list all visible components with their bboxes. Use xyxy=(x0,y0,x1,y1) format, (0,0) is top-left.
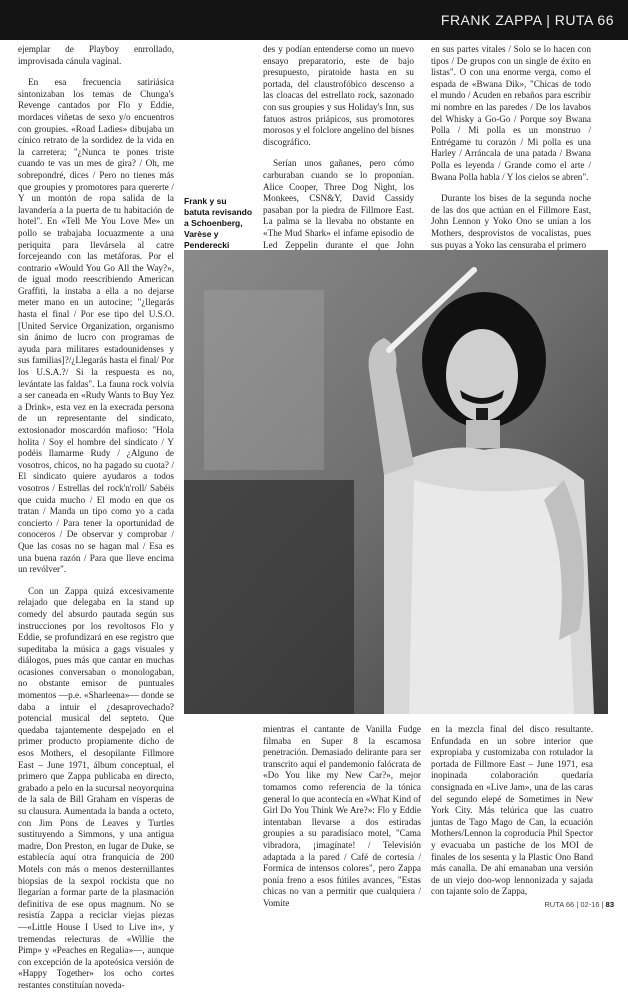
photo-caption: Frank y su batuta revisando a Schoenberg, Varèse y Penderecki xyxy=(184,196,253,250)
paragraph: En esa frecuencia satiriásica sintonizaban los temas de Chunga's Revenge cantados por Flo y Eddie, mordaces viñetas de sexo y/o encuentros con groupies. «Road Ladies» dibujaba un cínico retrato de la sordidez de la vida en la carretera; "¿Nunca te pones triste cuando te vas un mes de gira? / Oh, me sobrepondré, dices / Pero no tienes más que groupies y promotores para quererte / Y un montón de ropa salida de la lavandería a la puerta de tu habitación de hotel". En «Tell Me You Love Me» un pollo se trabajaba locuazmente a una periquita para llevársela al catre forcejeando con las metáforas. Por el contrario «Would You Go All the Way?», de igual modo reescribiendo American Graffiti, la instaba a ella a no dejarse meter mano en un autocine; "¿llegarás hasta el final / Por ese tipo del U.S.O. [United Service Organization, organismo sin ánimo de lucro con programas de ayuda para militares estadounidenses y sus familias]?/¿Llegarás hasta el final/ Por los U.S.A.?/ Si la respuesta es no, levántate las faldas". La fauna rock volvía a ser caneada en «Rudy Wants to Buy Yez a Drink», esta vez en la execrada persona de un representante del sindicato, extosionador moscardón mafioso: "Hola holita / Soy el hombre del sindicato / Y podéis llamarme Rudy / ¿Alguno de vosotros, chicos, no ha pagado su cuota? / El sindicato quiere ayudaros a todos vosotros / Estrellas del rock'n'roll/ Sabéis que cuida mucho / El modo en que os tratan / Manda un tipo como yo a cada concierto / Para tener la oportunidad de conoceros / De observar y comprobar / Que las cosas no se hagan mal / Esa es una buena razón / Para que lleve encima un revólver". xyxy=(18,77,174,575)
running-head: FRANK ZAPPA | RUTA 66 xyxy=(440,12,614,28)
page-number: 83 xyxy=(605,900,614,909)
text-column-2 xyxy=(263,44,414,268)
paragraph: des y podían entenderse como un nuevo ensayo preparatorio, este de bajo presupuesto, piratoide hasta en su portada, del claustrofóbico descenso a las cloacas del estrellato rock, sazonado con sus groupies y sus Holiday's Inn, sus fatuos astros priápicos, sus promotores morosos y el folclore angelino del bisnes discográfico. xyxy=(263,44,414,147)
paragraph: en sus partes vitales / Solo se lo hacen con tipos / De grupos con un single de éxito en listas". O con una enorme verga, como el espada de «Bwana Dik», "Chicas de todo el mundo / Acuden en rebaños para escribir mi nombre en las paredes / De los lavabos del Whisky a Go-Go / Porque soy Bwana Polla / Mi polla es un monstruo / Entrégame tu corazón / Mi polla es una Harley / Arráncala de una patada / Bwana Polla es leyenda / Grande como el arte / Bwana Polla habla / Y los cielos se abren". xyxy=(431,44,591,182)
text-column-4 xyxy=(263,724,421,908)
paragraph: mientras el cantante de Vanilla Fudge filmaba en Super 8 la escamosa penetración. Demasiado delirante para ser transcrito aquí el pandemonio falócrata de «Do You like my New Car?», mejor tomamos como referencia de la tónica general lo que acontecía en «What Kind of Girl Do You Think We Are?»: Flo y Eddie intentaban llevarse a dos estiradas groupies a su paradisíaco motel, "Cama vibradora, ¡imagínate! / Televisión adaptada a la pared / Café de cortesía / Formica de intensos colores", pero Zappa ponía freno a esos fútiles avances, "Estas chicas no van a permitir que cualquiera / Vomite xyxy=(263,724,421,908)
footer-magazine: RUTA 66 | 02-16 | xyxy=(544,900,604,909)
paragraph: Durante los bises de la segunda noche de las dos que actúan en el Fillmore East, John Lennon y Yoko Ono se unían a los Mothers, desprovistos de vocalistas, pues sus puyas a Yoko las censuraba el primero xyxy=(431,193,591,250)
page-footer xyxy=(544,900,614,909)
paragraph: Con un Zappa quizá excesivamente relajado que delegaba en la stand up comedy del absurdo pautada según sus instrucciones por los revoltosos Flo y Eddie, se profundizará en ese registro que supeditaba la música a gags visuales y diálogos, pues más que cantar en muchas ocasiones conversaban o monologaban, no obstante emisor de puntuales momentos —p.e. «Sharleena»— donde se daba a intuir el ¿desaprovechado? potencial musical del septeto. Que quedaba tajantemente despejado en el primer producto propiamente dicho de esos Mothers, el desopilante Fillmore East – June 1971, álbum conceptual, el primero que Zappa publicaba en directo, grabado a pelo en la sucursal neoyorquina de la sala de Bill Graham en vísperas de su clausura. Aumentada la banda a octeto, con Jim Pons de Leaves y Turtles sustituyendo a Simmons, y una antigua madre, Don Preston, en lugar de Duke, se establecía aquí otra franquicia de 200 Motels con más o menos desternillantes biopsias de la sexpol rockista que no llegarían a formar parte de la plasmación definitiva de ese opus magnum. No se resistía Zappa a reciclar viejas piezas —«Little House I Used to Live in», y tremendas relecturas de «Willie the Pimp» y «Peaches en Regalia»—, aunque con excepción de la apoteósica versión de «Happy Together» los ocho cortes restantes constituían noveda- xyxy=(18,585,174,990)
paragraph: Serían unos gañanes, pero cómo carburaban cuando se lo proponían. Alice Cooper, Three Dog Night, los Monkees, CSN&Y, David Cassidy pasaban por la piedra de Fillmore East. La palma se la llevaba no obstante en «The Mud Shark» el infame episodio de Led Zeppelin durante el que John xyxy=(263,158,414,250)
photo-frank-zappa-conducting xyxy=(184,250,608,714)
page-header xyxy=(0,0,628,40)
text-column-1 xyxy=(18,44,174,990)
text-column-5 xyxy=(431,724,593,900)
paragraph: en la mezcla final del disco resultante. Enfundada en un sobre interior que expropiaba y customizaba con rotulador la portada de Fillmore East – June 1971, esa inopinada colaboración quedaría consignada en «Live Jam», una de las caras del segundo elepé de Sometimes in New York City. Más telúrica que las cuatro juntas de Tago Mago de Can, la ecuación Mothers/Lennon la coproducía Phil Spector y evacuaba un pastiche de los MOI de finales de los sesenta y la Plastic Ono Band más canalla. De ahí emanaban una versión de un viejo doo-wop lennonizada y sajada con tajante solo de Zappa, xyxy=(431,724,593,897)
text-column-3 xyxy=(431,44,591,268)
paragraph: ejemplar de Playboy enrrollado, improvisada cánula vaginal. xyxy=(18,44,174,66)
